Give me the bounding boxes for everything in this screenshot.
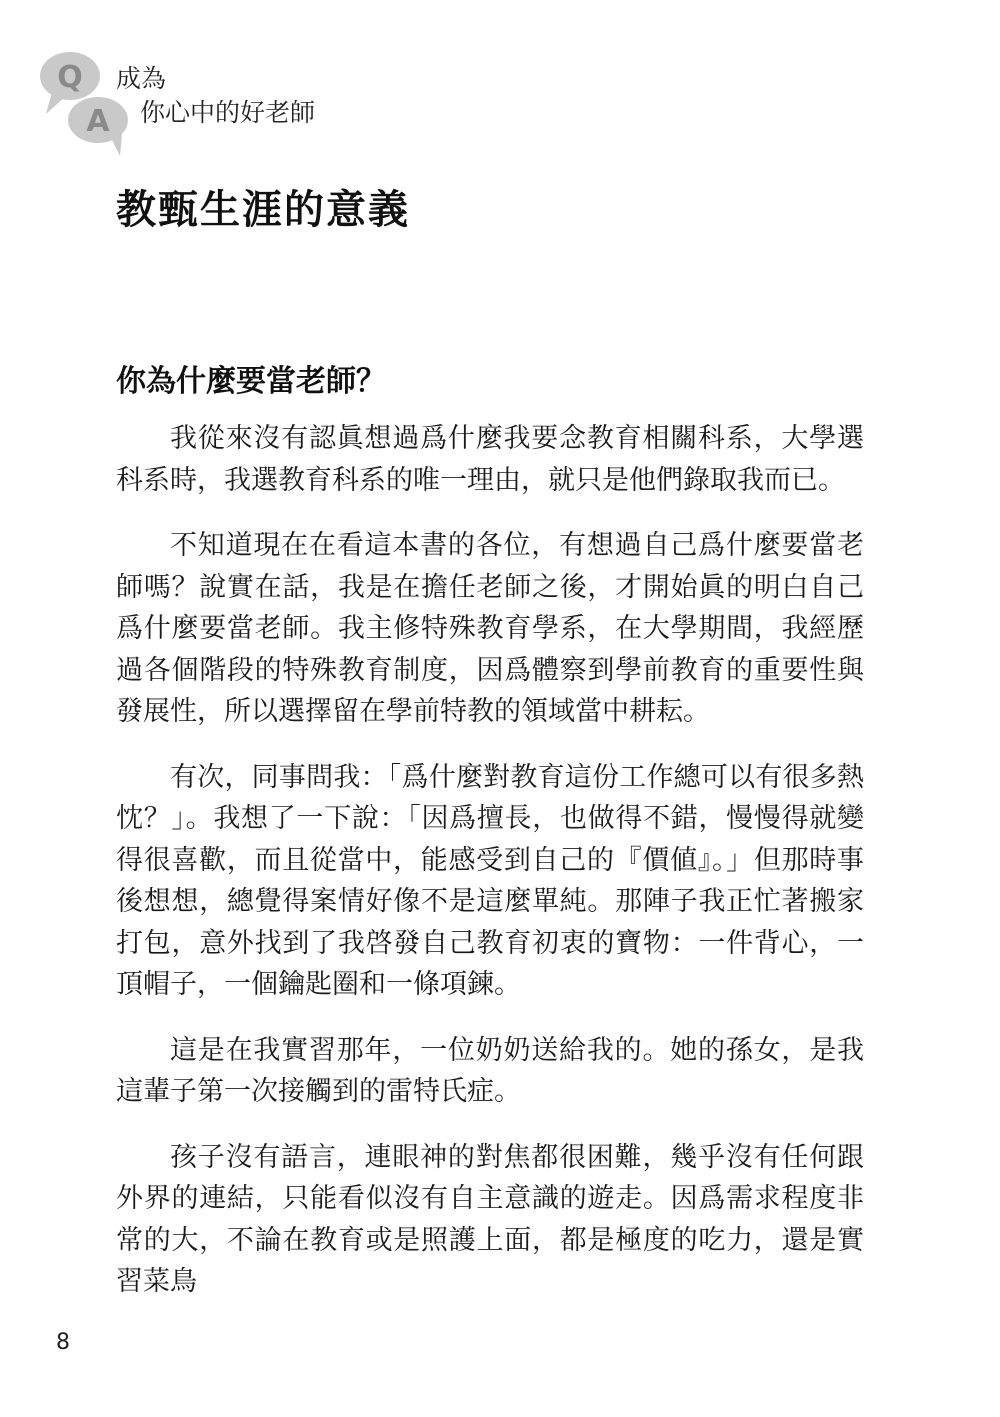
section-heading: 你為什麼要當老師？ [116, 364, 386, 399]
paragraph-5: 孩子沒有語言，連眼神的對焦都很困難，幾乎沒有任何跟外界的連結，只能看似沒有自主意識的遊走。因爲需求程度非常的大，不論在教育或是照護上面，都是極度的吃力，還是實習菜鳥 [116, 1141, 864, 1297]
paragraph-3: 有次，同事問我：「爲什麼對教育這份工作總可以有很多熱忱？」。我想了一下說：「因爲擅長，也做得不錯，慢慢得就變得很喜歡，而且從當中，能感受到自己的『價値』。」但那時事後想想，總覺得案情好像不是這麼單純。那陣子我正忙著搬家打包，意外找到了我啓發自己教育初衷的寶物：一件背心，一頂帽子，一個鑰匙圈和一條項鍊。 [116, 761, 864, 1000]
q-letter: Q [57, 60, 83, 95]
body-text [116, 418, 864, 1327]
q-bubble-tail [46, 92, 66, 114]
header-line-2: 你心中的好老師 [140, 98, 316, 127]
a-bubble-tail [110, 134, 122, 156]
chapter-title: 教甄生涯的意義 [116, 186, 410, 233]
header-line-1: 成為 [116, 64, 167, 93]
paragraph-4: 這是在我實習那年，一位奶奶送給我的。她的孫女，是我這輩子第一次接觸到的雷特氏症。 [116, 1034, 864, 1107]
paragraph-2: 不知道現在在看這本書的各位，有想過自己爲什麼要當老師嗎？說實在話，我是在擔任老師之後，才開始眞的明白自己爲什麼要當老師。我主修特殊教育學系，在大學期間，我經歷過各個階段的特殊教育制度，因爲體察到學前教育的重要性與發展性，所以選擇留在學前特教的領域當中耕耘。 [116, 530, 864, 727]
a-letter: A [86, 104, 110, 139]
running-header [112, 62, 315, 130]
paragraph-1: 我從來沒有認眞想過爲什麼我要念教育相關科系，大學選科系時，我選教育科系的唯一理由，就只是他們錄取我而已。 [116, 423, 864, 496]
page-number: 8 [56, 1330, 70, 1355]
